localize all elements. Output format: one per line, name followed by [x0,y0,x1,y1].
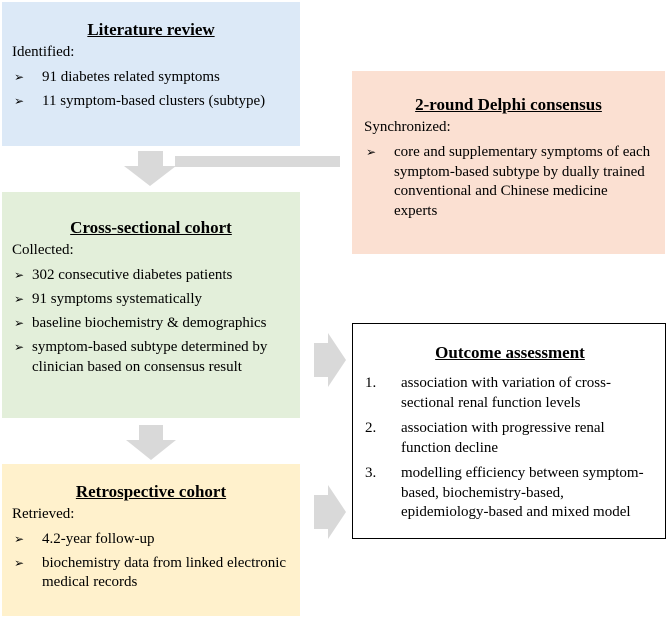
outcome-assessment-title: Outcome assessment [435,343,585,362]
literature-review-intro: Identified: [12,44,75,60]
retrospective-cohort-box [2,464,300,616]
list-item [12,68,290,88]
arrow-bullet-icon: ➢ [14,93,25,108]
right-arrow-cross-to-outcome [314,333,346,387]
retrospective-cohort-title: Retrospective cohort [75,482,227,501]
arrow-bullet-icon: ➢ [14,316,25,330]
delphi-connector-bar [175,156,340,167]
list-item [12,554,290,593]
retrospective-cohort-list [12,530,290,593]
right-arrow-retrospective-to-outcome [314,485,346,539]
literature-review-list [12,68,290,111]
arrow-bullet-icon: ➢ [14,70,25,84]
list-item [12,266,290,286]
list-item [365,419,655,458]
delphi-consensus-title: 2-round Delphi consensus [415,95,602,114]
down-arrow-literature-to-cross [124,151,176,186]
list-item-text: association with progressive renal function decline [401,420,605,456]
list-item-text: modelling efficiency between symptom-based, biochemistry-based, epidemiology-based and mixed model [401,465,644,520]
literature-review-box [2,2,300,146]
outcome-assessment-list [365,374,655,523]
arrow-bullet-icon: ➢ [14,268,25,282]
list-item [12,314,290,334]
arrow-bullet-icon: ➢ [366,145,377,159]
list-item-text: 302 consecutive diabetes patients [32,267,233,283]
list-item-text: symptom-based subtype determined by clinician based on consensus result [32,339,268,375]
cross-sectional-cohort-intro: Collected: [12,242,74,258]
cross-sectional-cohort-box [2,192,300,418]
list-item-number: 1. [365,375,377,391]
retrospective-cohort-intro: Retrieved: [12,506,75,522]
arrow-bullet-icon: ➢ [14,555,25,570]
list-item-number: 3. [365,465,377,481]
list-item [364,143,653,221]
list-item [12,530,290,550]
list-item [12,290,290,310]
list-item [12,92,290,112]
list-item-text: baseline biochemistry & demographics [32,315,267,331]
list-item-number: 2. [365,420,377,436]
list-item [365,374,655,413]
list-item [12,338,290,377]
list-item-text: 4.2-year follow-up [42,531,155,547]
arrow-bullet-icon: ➢ [14,292,25,306]
list-item-text: core and supplementary symptoms of each symptom-based subtype by dually trained conventional and Chinese medicine experts [394,144,651,219]
arrow-bullet-icon: ➢ [14,340,25,354]
outcome-assessment-box [352,323,666,539]
arrow-bullet-icon: ➢ [14,532,25,546]
literature-review-title: Literature review [87,20,215,39]
list-item-text: biochemistry data from linked electronic medical records [42,554,287,590]
delphi-consensus-list [364,143,653,221]
list-item-text: 91 symptoms systematically [32,291,202,307]
list-item-text: 91 diabetes related symptoms [42,69,220,85]
down-arrow-cross-to-retrospective [126,425,176,460]
delphi-consensus-intro: Synchronized: [364,119,451,135]
list-item-text: association with variation of cross-sectional renal function levels [401,375,611,411]
cross-sectional-cohort-list [12,266,290,377]
delphi-consensus-box [352,71,665,254]
list-item [365,464,655,523]
list-item-text: 11 symptom-based clusters (subtype) [42,92,266,109]
cross-sectional-cohort-title: Cross-sectional cohort [70,218,232,237]
